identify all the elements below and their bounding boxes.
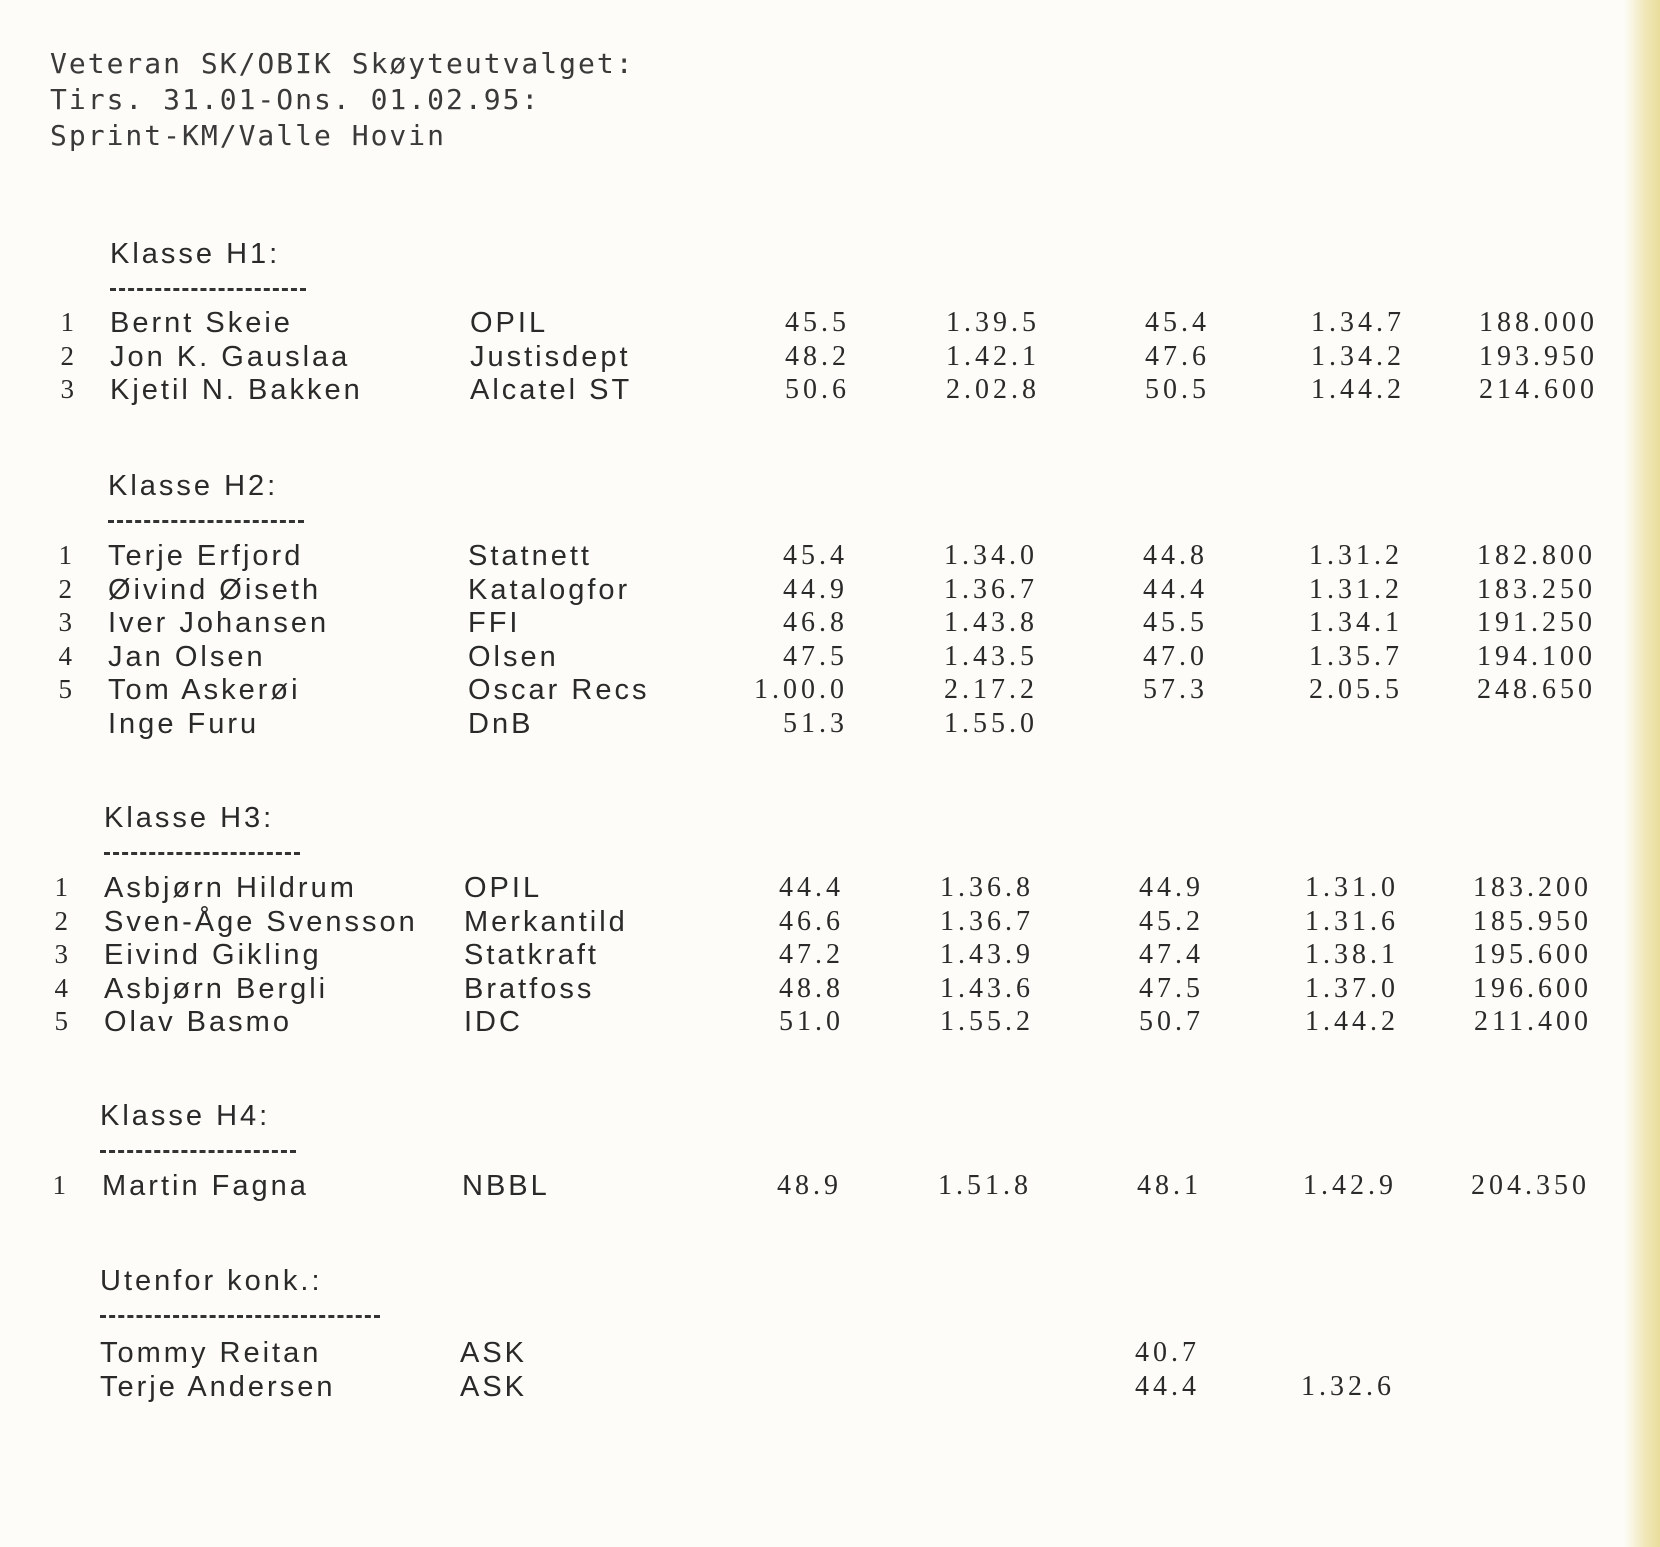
club-name: OPIL xyxy=(470,307,549,339)
total-points: 195.600 xyxy=(1473,939,1592,970)
skater-name: Jan Olsen xyxy=(108,640,266,673)
club-name: Bratfoss xyxy=(464,972,595,1005)
total-points: 183.250 xyxy=(1477,573,1596,605)
time-1000m-day2: 1.32.6 xyxy=(1301,1370,1395,1402)
time-1000m-day2: 1.34.1 xyxy=(1309,607,1403,638)
skater-name: Bernt Skeie xyxy=(110,307,293,339)
time-500m-day1: 48.8 xyxy=(779,972,844,1004)
time-1000m-day2: 1.38.1 xyxy=(1305,939,1399,970)
result-row xyxy=(0,872,1620,906)
total-points: 188.000 xyxy=(1479,307,1598,338)
time-1000m-day1: 1.36.8 xyxy=(940,872,1034,903)
section-underline xyxy=(110,288,306,291)
time-500m-day1: 1.00.0 xyxy=(754,674,848,705)
result-row xyxy=(0,939,1620,973)
result-row xyxy=(0,973,1620,1007)
result-row xyxy=(0,574,1620,608)
time-500m-day2: 44.4 xyxy=(1143,573,1208,605)
time-500m-day1: 51.0 xyxy=(779,1006,844,1037)
time-1000m-day1: 1.39.5 xyxy=(946,307,1040,338)
section-underline xyxy=(100,1315,380,1318)
result-row xyxy=(0,1170,1620,1204)
club-name: OPIL xyxy=(464,872,543,904)
result-row xyxy=(0,1371,1620,1405)
time-1000m-day1: 1.43.5 xyxy=(944,640,1038,672)
skater-name: Terje Andersen xyxy=(100,1370,336,1403)
skater-name: Terje Erfjord xyxy=(108,540,304,572)
time-1000m-day2: 1.31.6 xyxy=(1305,905,1399,937)
time-500m-day1: 47.2 xyxy=(779,939,844,970)
time-1000m-day2: 1.31.2 xyxy=(1309,540,1403,571)
rank-cell: 1 xyxy=(60,307,74,337)
time-500m-day1: 45.5 xyxy=(785,307,850,338)
result-row xyxy=(0,341,1620,375)
result-row xyxy=(0,374,1620,408)
time-500m-day2: 45.4 xyxy=(1145,307,1210,338)
club-name: Oscar Recs xyxy=(468,674,650,706)
total-points: 211.400 xyxy=(1474,1006,1592,1037)
time-1000m-day1: 1.42.1 xyxy=(946,340,1040,372)
skater-name: Øivind Øiseth xyxy=(108,573,322,606)
club-name: Statnett xyxy=(468,540,592,572)
time-1000m-day2: 2.05.5 xyxy=(1309,674,1403,705)
skater-name: Iver Johansen xyxy=(108,607,330,639)
time-1000m-day2: 1.31.0 xyxy=(1305,872,1399,903)
document-header xyxy=(50,46,635,154)
time-1000m-day1: 1.34.0 xyxy=(944,540,1038,571)
rank-cell: 3 xyxy=(60,374,74,404)
time-500m-day2: 57.3 xyxy=(1143,674,1208,705)
club-name: NBBL xyxy=(462,1170,550,1202)
club-name: Justisdept xyxy=(470,340,631,373)
club-name: ASK xyxy=(460,1337,528,1369)
total-points: 182.800 xyxy=(1477,540,1596,571)
rank-cell: 2 xyxy=(60,340,74,371)
time-500m-day1: 48.9 xyxy=(777,1170,842,1201)
time-1000m-day2: 1.37.0 xyxy=(1305,972,1399,1004)
total-points: 193.950 xyxy=(1479,340,1598,372)
club-name: ASK xyxy=(460,1370,528,1403)
total-points: 185.950 xyxy=(1473,905,1592,937)
skater-name: Tommy Reitan xyxy=(100,1337,322,1369)
section-underline xyxy=(104,852,300,855)
time-500m-day2: 47.6 xyxy=(1145,340,1210,372)
club-name: Statkraft xyxy=(464,939,599,971)
rank-cell: 1 xyxy=(58,540,72,570)
time-500m-day2: 47.4 xyxy=(1139,939,1204,970)
skater-name: Asbjørn Bergli xyxy=(104,972,329,1005)
rank-cell: 4 xyxy=(58,640,72,671)
time-1000m-day1: 1.43.9 xyxy=(940,939,1034,970)
skater-name: Asbjørn Hildrum xyxy=(104,872,357,904)
club-name: Katalogfor xyxy=(468,573,631,606)
section-title: Klasse H4: xyxy=(100,1100,271,1132)
time-500m-day2: 45.5 xyxy=(1143,607,1208,638)
time-1000m-day1: 1.51.8 xyxy=(938,1170,1032,1201)
skater-name: Eivind Gikling xyxy=(104,939,322,971)
section-underline xyxy=(108,520,304,523)
time-500m-day2: 44.4 xyxy=(1135,1370,1200,1402)
rank-cell: 2 xyxy=(58,573,72,604)
time-1000m-day2: 1.44.2 xyxy=(1305,1006,1399,1037)
time-500m-day2: 47.5 xyxy=(1139,972,1204,1004)
total-points: 204.350 xyxy=(1471,1170,1590,1201)
section-title: Utenfor konk.: xyxy=(100,1265,323,1297)
rank-cell: 5 xyxy=(58,674,72,704)
result-row xyxy=(0,708,1620,742)
time-500m-day2: 50.5 xyxy=(1145,374,1210,405)
time-1000m-day1: 1.55.2 xyxy=(940,1006,1034,1037)
time-1000m-day2: 1.31.2 xyxy=(1309,573,1403,605)
total-points: 191.250 xyxy=(1477,607,1596,638)
header-dates: Tirs. 31.01-Ons. 01.02.95: xyxy=(50,83,541,116)
time-500m-day1: 44.9 xyxy=(783,573,848,605)
time-500m-day1: 47.5 xyxy=(783,640,848,672)
section-underline xyxy=(100,1150,296,1153)
result-row xyxy=(0,1006,1620,1040)
time-500m-day2: 47.0 xyxy=(1143,640,1208,672)
time-1000m-day2: 1.34.2 xyxy=(1311,340,1405,372)
time-500m-day2: 40.7 xyxy=(1135,1337,1200,1368)
rank-cell: 1 xyxy=(54,872,68,902)
time-500m-day1: 45.4 xyxy=(783,540,848,571)
section-title: Klasse H1: xyxy=(110,238,281,270)
skater-name: Jon K. Gauslaa xyxy=(110,340,351,373)
result-row xyxy=(0,607,1620,641)
time-500m-day1: 51.3 xyxy=(783,707,848,739)
total-points: 248.650 xyxy=(1477,674,1596,705)
total-points: 183.200 xyxy=(1473,872,1592,903)
result-row xyxy=(0,540,1620,574)
time-500m-day2: 45.2 xyxy=(1139,905,1204,937)
time-500m-day1: 48.2 xyxy=(785,340,850,372)
result-row xyxy=(0,307,1620,341)
rank-cell: 3 xyxy=(58,607,72,637)
time-500m-day2: 44.8 xyxy=(1143,540,1208,571)
time-1000m-day2: 1.35.7 xyxy=(1309,640,1403,672)
skater-name: Martin Fagna xyxy=(102,1170,309,1202)
time-500m-day1: 46.8 xyxy=(783,607,848,638)
rank-cell: 5 xyxy=(54,1006,68,1036)
time-1000m-day1: 1.36.7 xyxy=(944,573,1038,605)
club-name: Alcatel ST xyxy=(470,374,633,406)
time-500m-day2: 44.9 xyxy=(1139,872,1204,903)
skater-name: Olav Basmo xyxy=(104,1006,292,1038)
club-name: FFI xyxy=(468,607,521,639)
time-1000m-day2: 1.44.2 xyxy=(1311,374,1405,405)
result-row xyxy=(0,1337,1620,1371)
result-row xyxy=(0,674,1620,708)
section-title: Klasse H2: xyxy=(108,470,279,502)
rank-cell: 1 xyxy=(52,1170,66,1200)
time-500m-day1: 44.4 xyxy=(779,872,844,903)
total-points: 196.600 xyxy=(1473,972,1592,1004)
skater-name: Kjetil N. Bakken xyxy=(110,374,363,406)
skater-name: Sven-Åge Svensson xyxy=(104,905,418,938)
rank-cell: 4 xyxy=(54,972,68,1003)
result-row xyxy=(0,641,1620,675)
time-1000m-day1: 2.17.2 xyxy=(944,674,1038,705)
total-points: 214.600 xyxy=(1479,374,1598,405)
time-500m-day2: 48.1 xyxy=(1137,1170,1202,1201)
time-1000m-day2: 1.42.9 xyxy=(1303,1170,1397,1201)
section-title: Klasse H3: xyxy=(104,802,275,834)
club-name: IDC xyxy=(464,1006,523,1038)
club-name: Olsen xyxy=(468,640,559,673)
result-row xyxy=(0,906,1620,940)
rank-cell: 3 xyxy=(54,939,68,969)
time-1000m-day1: 1.43.8 xyxy=(944,607,1038,638)
skater-name: Inge Furu xyxy=(108,707,260,740)
time-1000m-day1: 1.55.0 xyxy=(944,707,1038,739)
time-500m-day1: 46.6 xyxy=(779,905,844,937)
rank-cell: 2 xyxy=(54,905,68,936)
time-1000m-day2: 1.34.7 xyxy=(1311,307,1405,338)
time-1000m-day1: 1.43.6 xyxy=(940,972,1034,1004)
club-name: Merkantild xyxy=(464,905,628,938)
header-org: Veteran SK/OBIK Skøyteutvalget: xyxy=(50,47,635,80)
skater-name: Tom Askerøi xyxy=(108,674,301,706)
time-1000m-day1: 1.36.7 xyxy=(940,905,1034,937)
header-event: Sprint-KM/Valle Hovin xyxy=(50,119,447,152)
time-1000m-day1: 2.02.8 xyxy=(946,374,1040,405)
club-name: DnB xyxy=(468,707,534,740)
time-500m-day2: 50.7 xyxy=(1139,1006,1204,1037)
total-points: 194.100 xyxy=(1477,640,1596,672)
time-500m-day1: 50.6 xyxy=(785,374,850,405)
